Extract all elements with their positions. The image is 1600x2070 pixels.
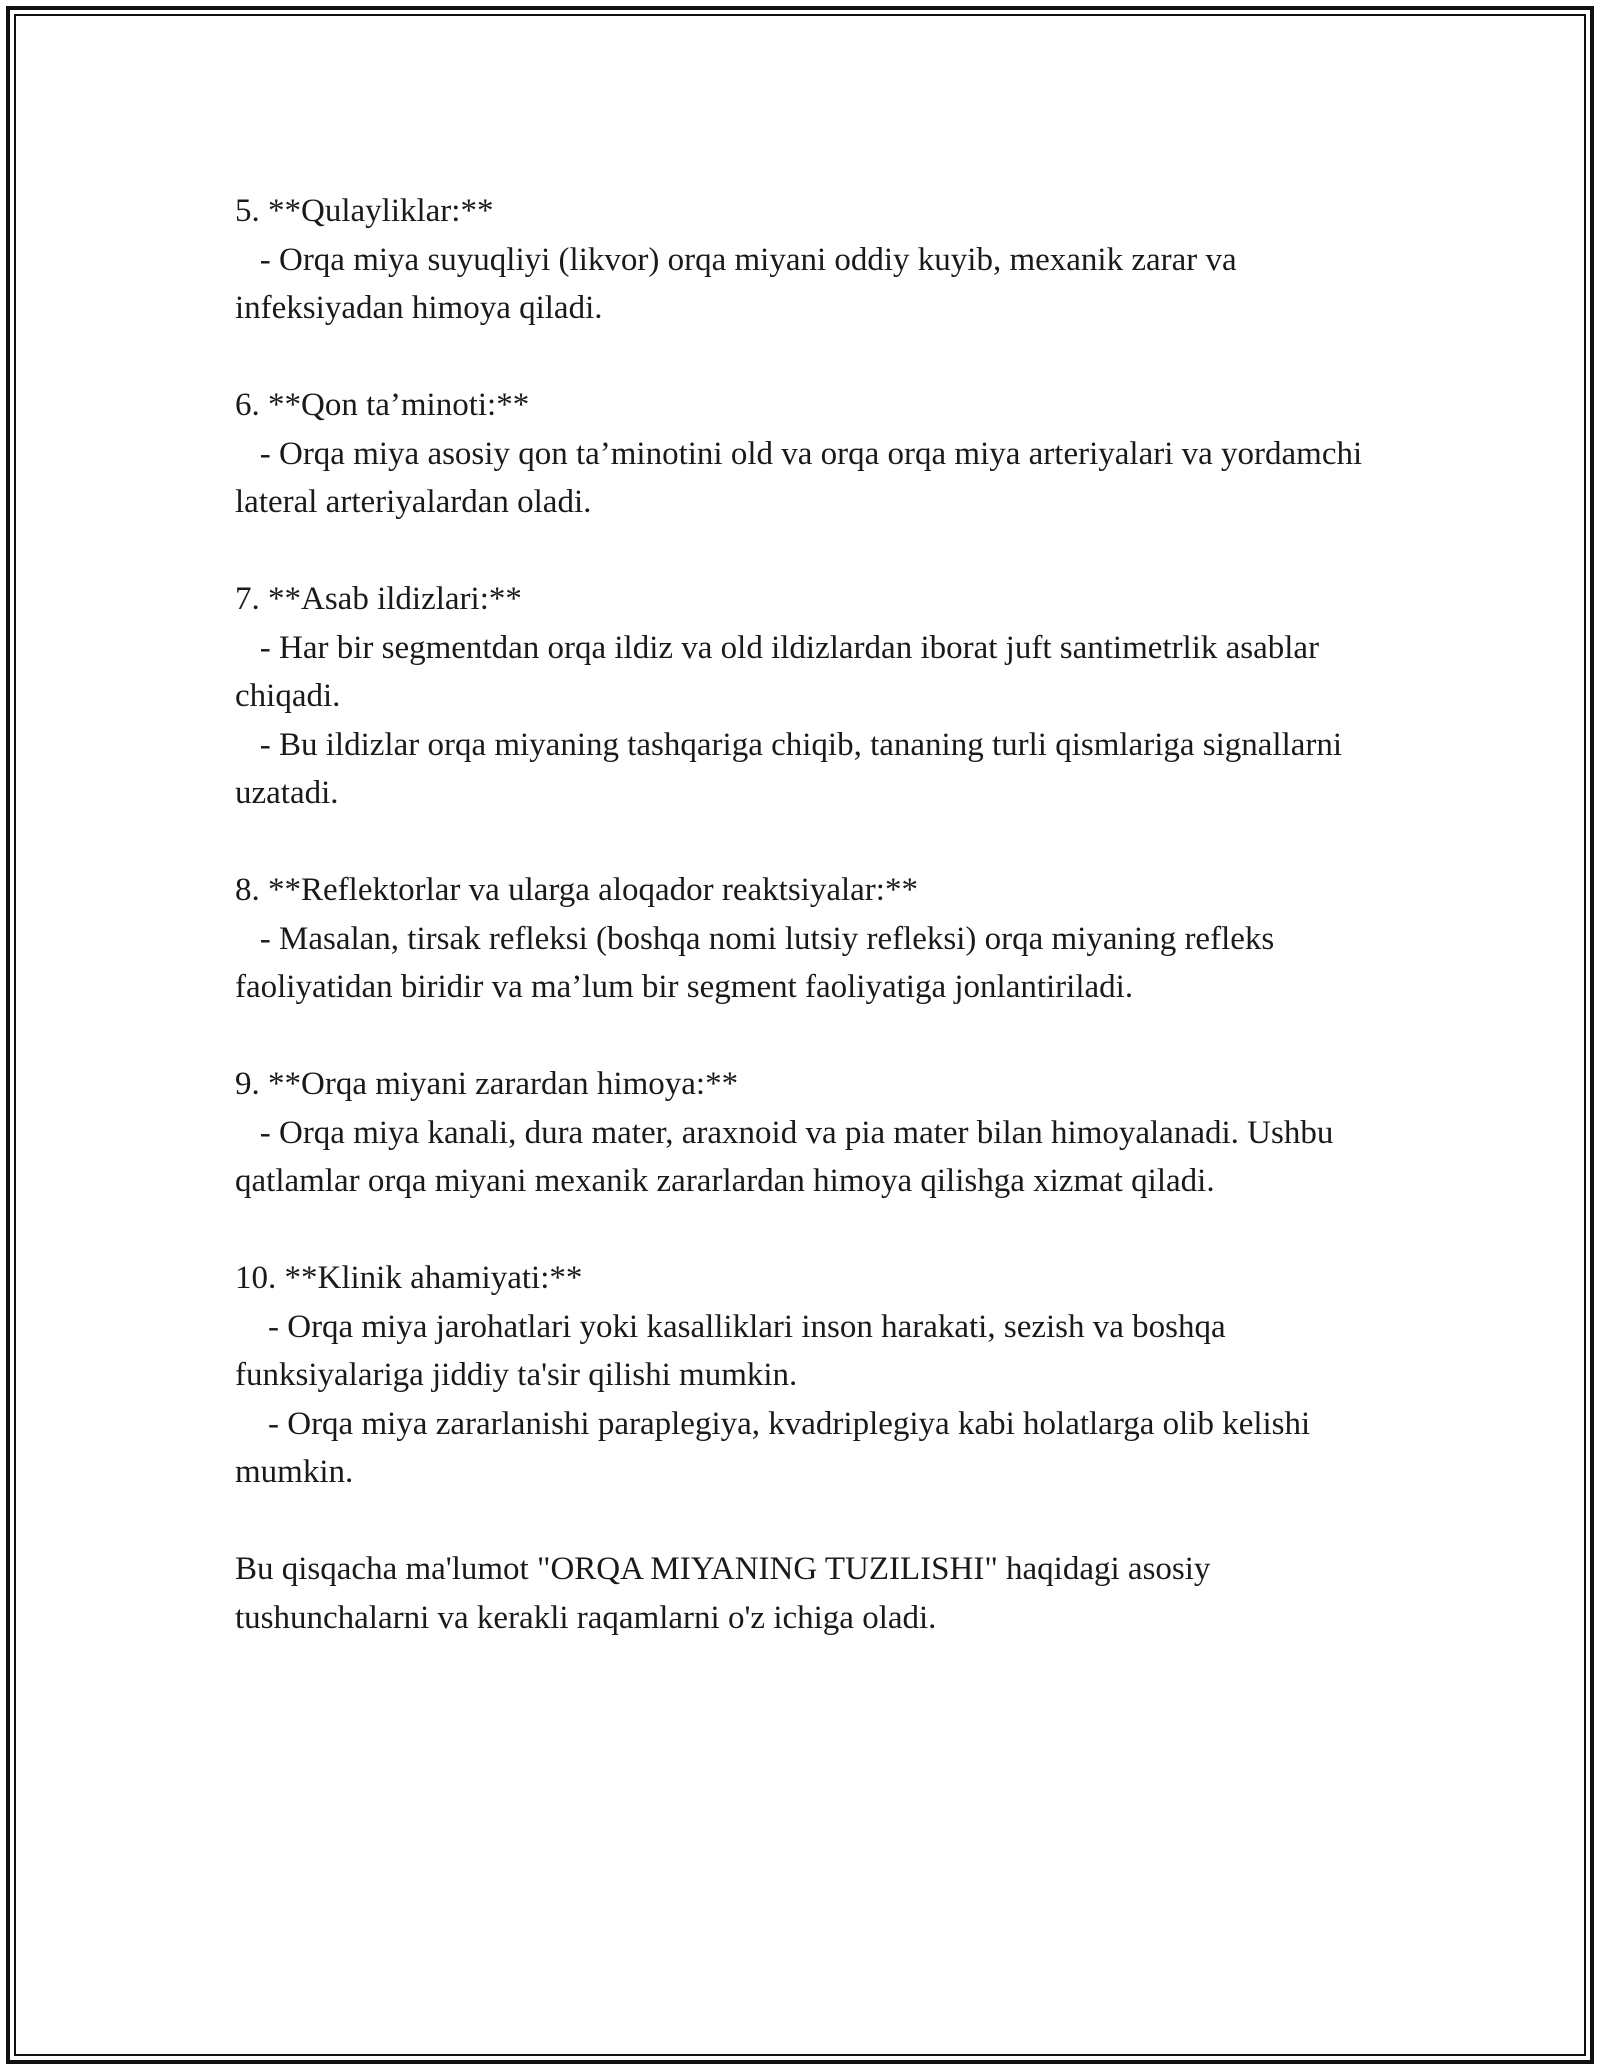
section-paragraph: - Masalan, tirsak refleksi (boshqa nomi lutsiy refleksi) orqa miyaning refleks faoliyatidan biridir va ma’lum bir segment faoliyatiga jonlantiriladi. — [235, 920, 1283, 1005]
section-heading: 5. **Qulayliklar:** — [235, 193, 494, 229]
section-paragraph: - Orqa miya kanali, dura mater, araxnoid va pia mater bilan himoyalanadi. Ushbu qatlamlar orqa miyani mexanik zararlardan himoya qilishga xizmat qiladi. — [235, 1114, 1342, 1199]
section-heading: 8. **Reflektorlar va ularga aloqador reaktsiyalar:** — [235, 872, 918, 908]
section-7 — [235, 575, 1375, 818]
section-heading: 7. **Asab ildizlari:** — [235, 581, 522, 617]
section-10 — [235, 1254, 1375, 1497]
section-paragraph: - Orqa miya suyuqliyi (likvor) orqa miyani oddiy kuyib, mexanik zarar va infeksiyadan himoya qiladi. — [235, 241, 1245, 326]
closing-paragraph: Bu qisqacha ma'lumot "ORQA MIYANING TUZILISHI" haqidagi asosiy tushunchalarni va kerakli raqamlarni o'z ichiga oladi. — [235, 1551, 1219, 1636]
section-paragraph: - Orqa miya asosiy qon ta’minotini old va orqa orqa miya arteriyalari va yordamchi lateral arteriyalardan oladi. — [235, 435, 1371, 520]
section-heading: 9. **Orqa miyani zarardan himoya:** — [235, 1066, 739, 1102]
section-9 — [235, 1060, 1375, 1206]
section-heading: 6. **Qon ta’minoti:** — [235, 387, 530, 423]
section-paragraph: - Har bir segmentdan orqa ildiz va old ildizlardan iborat juft santimetrlik asablar chiqadi. — [235, 629, 1328, 714]
section-paragraph: - Bu ildizlar orqa miyaning tashqariga chiqib, tananing turli qismlariga signallarni uzatadi. — [235, 726, 1351, 811]
section-heading: 10. **Klinik ahamiyati:** — [235, 1260, 583, 1296]
section-5 — [235, 187, 1375, 333]
section-8 — [235, 866, 1375, 1012]
section-6 — [235, 381, 1375, 527]
section-paragraph: - Orqa miya jarohatlari yoki kasalliklari inson harakati, sezish va boshqa funksiyalariga jiddiy ta'sir qilishi mumkin. — [235, 1308, 1234, 1393]
section-paragraph: - Orqa miya zararlanishi paraplegiya, kvadriplegiya kabi holatlarga olib kelishi mumkin. — [235, 1405, 1319, 1490]
document-body — [235, 187, 1375, 1642]
